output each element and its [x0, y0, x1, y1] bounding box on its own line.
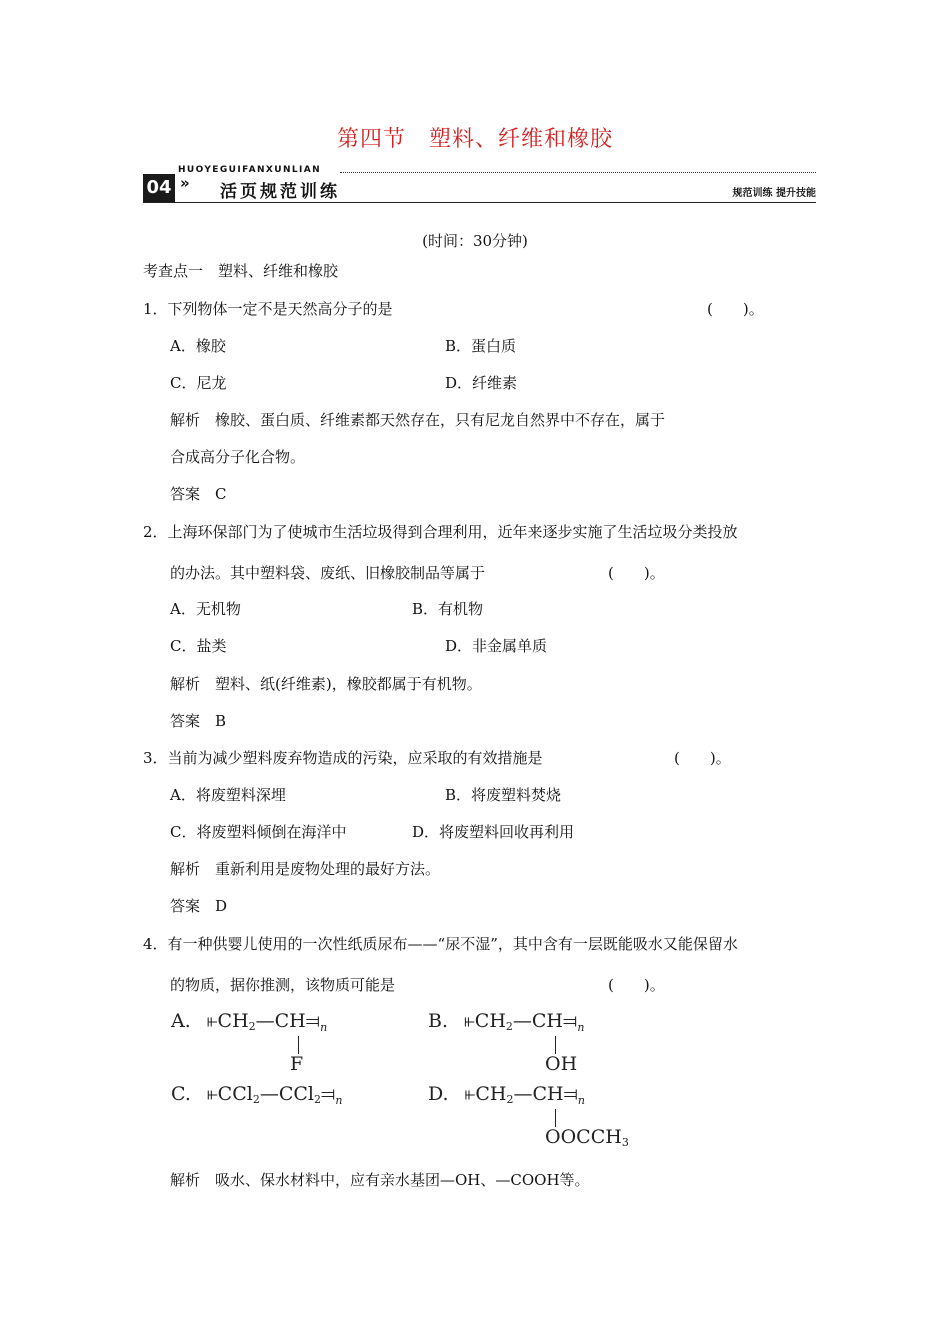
q1-option-a: A．橡胶 — [170, 337, 226, 355]
polymer-bracket-open-icon: ⫦ — [464, 1083, 476, 1105]
q2-stem-line2: 的办法。其中塑料袋、废纸、旧橡胶制品等属于 — [170, 564, 486, 582]
header-dotted-rule — [340, 172, 816, 173]
q4-explanation: 解析 吸水、保水材料中，应有亲水基团—OH、—COOH等。 — [170, 1171, 590, 1189]
formula-b-side-group: OH — [545, 1053, 578, 1075]
header-title: 活页规范训练 — [220, 182, 340, 202]
section-heading: 考查点一 塑料、纤维和橡胶 — [143, 262, 339, 280]
formula-option-b: B. $⫦CH_2—CH⫤_n$ — [428, 1010, 585, 1034]
chevron-icon: » — [180, 174, 190, 192]
q1-explanation-line2: 合成高分子化合物。 — [170, 448, 306, 466]
q3-option-c: C．将废塑料倾倒在海洋中 — [170, 823, 347, 841]
q1-stem: 1．下列物体一定不是天然高分子的是 — [143, 300, 393, 318]
polymer-bracket-close-icon: ⫤ — [563, 1083, 578, 1105]
q3-answer-blank: ( )。 — [674, 749, 731, 767]
q3-option-b: B．将废塑料焚烧 — [445, 786, 562, 804]
q3-option-a: A．将废塑料深埋 — [170, 786, 286, 804]
q1-answer-blank: ( )。 — [707, 300, 764, 318]
formula-d-side-group: $OOCCH_3$ — [545, 1126, 629, 1149]
polymer-bracket-open-icon: ⫦ — [206, 1010, 218, 1032]
polymer-bracket-open-icon: ⫦ — [464, 1010, 475, 1032]
polymer-bracket-open-icon: ⫦ — [206, 1083, 218, 1105]
q1-answer: 答案 C — [170, 485, 227, 503]
page-title: 第四节 塑料、纤维和橡胶 — [336, 127, 613, 152]
formula-c-label: C. — [171, 1083, 191, 1105]
q2-explanation: 解析 塑料、纸(纤维素)，橡胶都属于有机物。 — [170, 675, 482, 693]
time-note: (时间：30分钟) — [422, 232, 528, 250]
q1-option-c: C．尼龙 — [170, 374, 227, 392]
section-number-badge: 04 — [143, 174, 175, 202]
formula-option-c: C. $⫦CCl_2—CCl_2⫤_n$ — [171, 1083, 343, 1107]
q2-option-b: B．有机物 — [412, 600, 484, 618]
q1-option-d: D．纤维素 — [445, 374, 518, 392]
q3-stem: 3．当前为减少塑料废弃物造成的污染，应采取的有效措施是 — [143, 749, 543, 767]
polymer-bracket-close-icon: ⫤ — [563, 1010, 578, 1032]
q2-answer: 答案 B — [170, 712, 227, 730]
q4-stem-line1: 4．有一种供婴儿使用的一次性纸质尿布——“尿不湿”，其中含有一层既能吸水又能保留水 — [143, 935, 738, 953]
q4-answer-blank: ( )。 — [608, 976, 665, 994]
q2-option-d: D．非金属单质 — [445, 637, 548, 655]
formula-option-d: D. $⫦CH_2—CH⫤_n$ — [428, 1083, 586, 1107]
formula-option-a: A. $⫦CH_2—CH⫤_n$ — [171, 1010, 328, 1034]
polymer-bracket-close-icon: ⫤ — [320, 1083, 336, 1105]
q1-explanation-line1: 解析 橡胶、蛋白质、纤维素都天然存在，只有尼龙自然界中不存在，属于 — [170, 411, 666, 429]
q3-explanation: 解析 重新利用是废物处理的最好方法。 — [170, 860, 441, 878]
formula-a-side-group: F — [290, 1053, 304, 1075]
bond-line — [555, 1036, 556, 1054]
q4-stem-line2: 的物质，据你推测，该物质可能是 — [170, 976, 396, 994]
bond-line — [555, 1109, 556, 1127]
q3-answer: 答案 D — [170, 897, 228, 915]
bond-line — [298, 1036, 299, 1054]
q2-option-c: C．盐类 — [170, 637, 227, 655]
polymer-bracket-close-icon: ⫤ — [305, 1010, 321, 1032]
formula-a-label: A. — [171, 1010, 191, 1032]
header-tagline: 规范训练 提升技能 — [732, 188, 816, 199]
q2-answer-blank: ( )。 — [608, 564, 665, 582]
q1-option-b: B．蛋白质 — [445, 337, 517, 355]
q2-option-a: A．无机物 — [170, 600, 241, 618]
q3-option-d: D．将废塑料回收再利用 — [412, 823, 575, 841]
header-rule — [143, 202, 816, 203]
formula-d-label: D. — [428, 1083, 449, 1105]
header-pinyin: HUOYEGUIFANXUNLIAN — [178, 165, 322, 175]
q2-stem-line1: 2．上海环保部门为了使城市生活垃圾得到合理利用，近年来逐步实施了生活垃圾分类投放 — [143, 523, 738, 541]
formula-b-label: B. — [428, 1010, 449, 1032]
